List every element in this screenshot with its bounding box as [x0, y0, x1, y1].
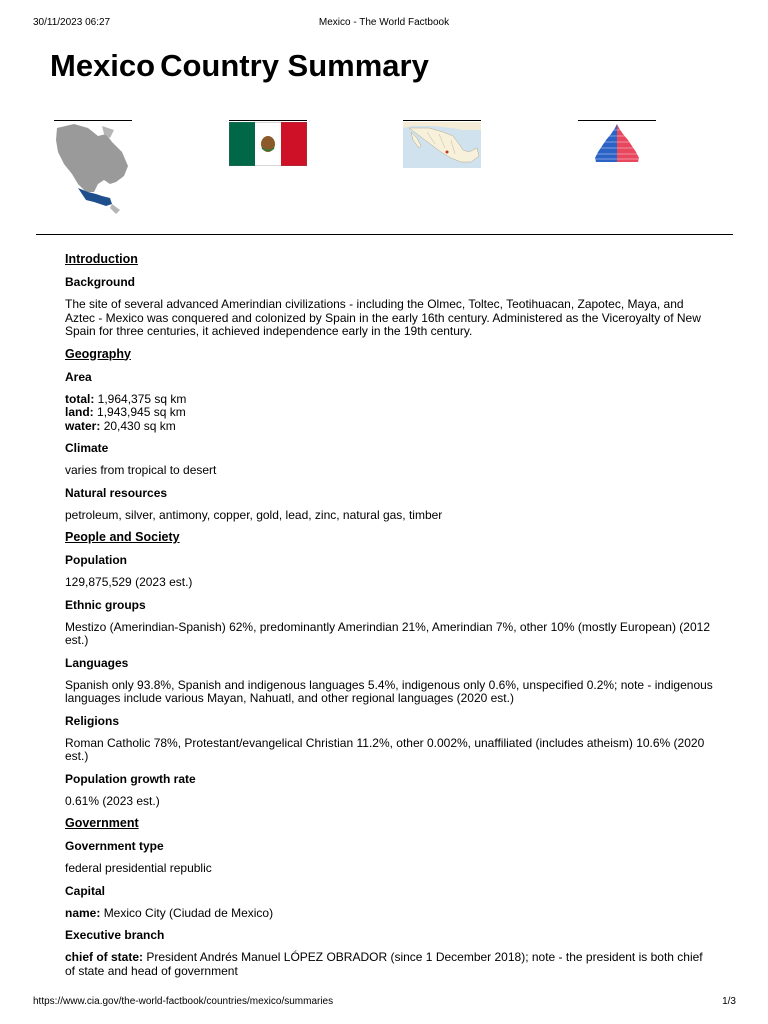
- mexico-country-map: [403, 122, 481, 168]
- field-text-population: 129,875,529 (2023 est.): [65, 575, 193, 589]
- area-water-value: 20,430 sq km: [103, 418, 176, 433]
- field-text-background: The site of several advanced Amerindian civilizations - including the Olmec, Toltec, Teotihuacan, Zapotec, Maya, and Aztec - Mexico was conquered and colonized by Spain in the early 16th century. Administered as the Viceroyalty of New Spain for three centuries, it achieved independence early in the 19th century.: [65, 297, 701, 338]
- north-america-land: [56, 124, 128, 192]
- field-title-area: Area: [65, 369, 92, 384]
- area-total-value: 1,964,375 sq km: [97, 391, 187, 406]
- field-title-population: Population: [65, 553, 127, 567]
- flag-thumbnail[interactable]: [229, 120, 307, 166]
- print-page-number: 1/3: [722, 996, 736, 1007]
- capital-name-value: Mexico City (Ciudad de Mexico): [103, 905, 274, 920]
- population-pyramid: [578, 122, 656, 166]
- locator-map-thumbnail[interactable]: [54, 120, 132, 216]
- central-america-land: [110, 204, 120, 214]
- chief-of-state-value: President Andrés Manuel LÓPEZ OBRADOR (since 1 December 2018); note - the president is both chief of state and head of government: [65, 950, 703, 978]
- field-text-area: [65, 393, 715, 434]
- area-total: [65, 393, 715, 407]
- print-page-title: Mexico - The World Factbook: [318, 17, 450, 28]
- field-title-religions: Religions: [65, 713, 120, 728]
- chief-of-state-key: chief of state:: [65, 950, 144, 964]
- field-text-ethnic-groups: Mestizo (Amerindian-Spanish) 62%, predominantly Amerindian 21%, Amerindian 7%, other 10% (mostly European) (2012 est.): [65, 619, 710, 647]
- field-text-religions: Roman Catholic 78%, Protestant/evangelical Christian 11.2%, other 0.002%, unaffiliated (includes atheism) 10.6% (2020 est.): [65, 735, 705, 763]
- capital-name-key: name:: [65, 905, 101, 920]
- flag-green-stripe: [229, 122, 255, 166]
- flag-red-stripe: [281, 122, 307, 166]
- page-title-suffix: Country Summary: [160, 48, 429, 83]
- pyramid-male-bars: [595, 124, 617, 162]
- pyramid-female-bars: [617, 124, 639, 162]
- print-date: 30/11/2023 06:27: [33, 17, 111, 28]
- header-divider: [36, 234, 733, 235]
- section-title-introduction[interactable]: Introduction: [65, 252, 138, 266]
- field-title-executive-branch: Executive branch: [65, 928, 165, 942]
- page-title: [50, 47, 429, 85]
- mexico-flag: [229, 122, 307, 166]
- thumbnail-rule: [54, 120, 132, 121]
- summary-content: [65, 252, 715, 986]
- field-title-government-type: Government type: [65, 839, 164, 853]
- area-total-key: total:: [65, 391, 95, 406]
- country-map-thumbnail[interactable]: [403, 120, 481, 168]
- thumbnail-rule: [578, 120, 656, 121]
- area-land-key: land:: [65, 405, 94, 419]
- field-title-population-growth-rate: Population growth rate: [65, 771, 196, 786]
- thumbnail-rule: [403, 120, 481, 121]
- field-title-background: Background: [65, 275, 136, 289]
- population-pyramid-thumbnail[interactable]: [578, 120, 656, 166]
- field-text-climate: varies from tropical to desert: [65, 463, 217, 477]
- page-title-country: Mexico: [50, 48, 156, 83]
- field-title-climate: Climate: [65, 441, 109, 455]
- section-title-people-and-society[interactable]: People and Society: [65, 530, 180, 544]
- thumbnail-rule: [229, 120, 307, 121]
- field-text-population-growth-rate: 0.61% (2023 est.): [65, 793, 160, 808]
- mexico-highlight: [78, 188, 112, 206]
- field-text-languages: Spanish only 93.8%, Spanish and indigenous languages 5.4%, indigenous only 0.6%, unspecified 0.2%; note - indigenous languages include various Mayan, Nahuatl, and other regional languages (2020 est.): [65, 677, 713, 705]
- section-title-government[interactable]: Government: [65, 816, 139, 830]
- field-text-natural-resources: petroleum, silver, antimony, copper, gold, lead, zinc, natural gas, timber: [65, 507, 443, 522]
- area-water-key: water:: [65, 418, 101, 433]
- field-text-capital: [65, 907, 715, 921]
- field-title-ethnic-groups: Ethnic groups: [65, 597, 146, 612]
- field-text-government-type: federal presidential republic: [65, 861, 212, 875]
- field-title-natural-resources: Natural resources: [65, 485, 168, 500]
- section-title-geography[interactable]: Geography: [65, 346, 131, 361]
- north-america-locator-map: [54, 122, 132, 216]
- area-land: [65, 406, 715, 420]
- field-title-capital: Capital: [65, 883, 106, 898]
- print-url: https://www.cia.gov/the-world-factbook/countries/mexico/summaries: [33, 996, 334, 1007]
- map-capital-marker: [446, 151, 449, 154]
- area-land-value: 1,943,945 sq km: [97, 405, 186, 419]
- field-text-executive-branch: [65, 951, 715, 978]
- area-water: [65, 420, 715, 434]
- field-title-languages: Languages: [65, 655, 129, 670]
